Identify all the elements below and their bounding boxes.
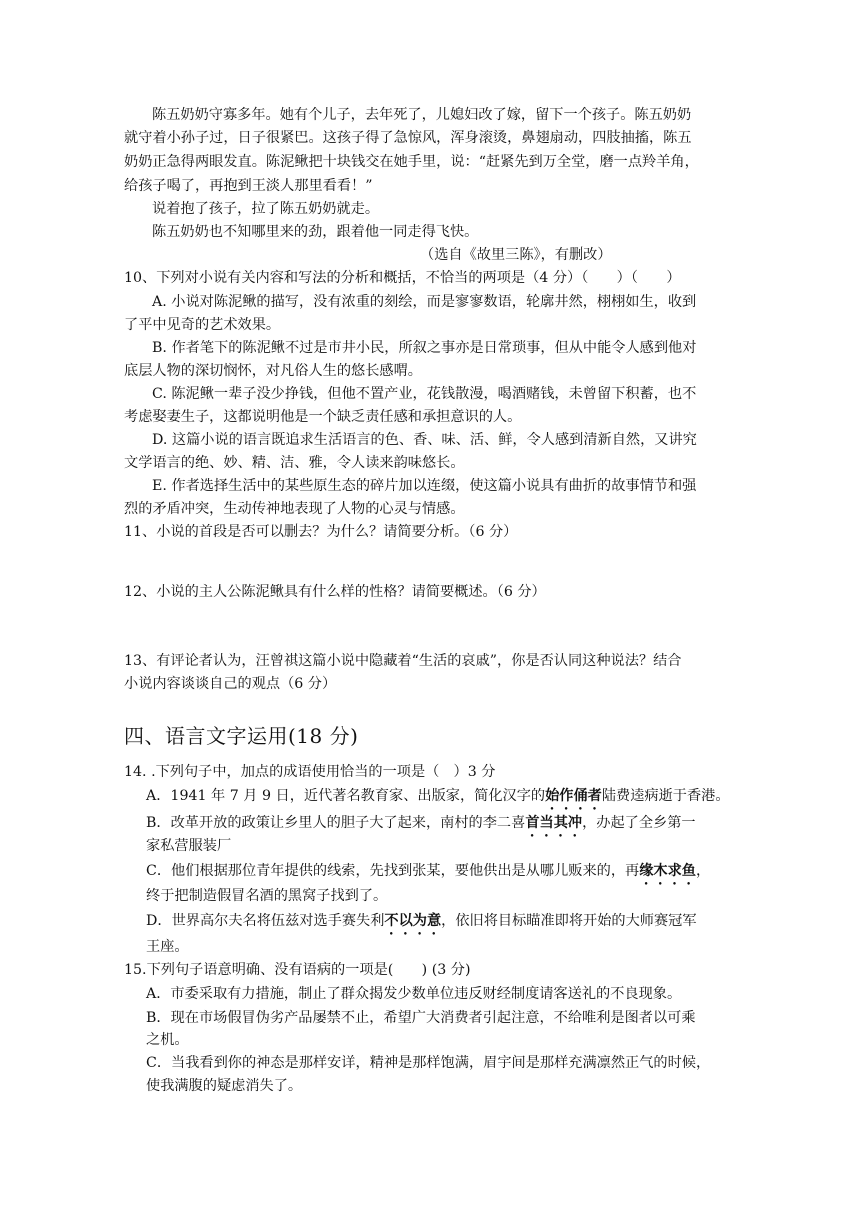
passage-line: 陈五奶奶也不知哪里来的劲，跟着他一同走得飞快。 xyxy=(152,224,479,240)
q15-option-c-cont: 使我满腹的疑虑消失了。 xyxy=(146,1078,303,1094)
passage-line: 说着抱了孩子，拉了陈五奶奶就走。 xyxy=(152,201,380,217)
q14-option-b: B．改革开放的政策让乡里人的胆子大了起来，南村的李二喜首当其冲，办起了全乡第一 xyxy=(146,815,696,831)
passage-source: （选自《故里三陈》，有删改） xyxy=(420,247,612,263)
q13-stem-cont: 小说内容谈谈自己的观点（6 分） xyxy=(124,676,337,692)
q10-option-c: C. 陈泥鳅一辈子没少挣钱，但他不置产业，花钱散漫，喝酒赌钱，未曾留下积蓄，也不 xyxy=(152,386,697,402)
q14-option-c: C．他们根据那位青年提供的线索，先找到张某，要他供出是从哪儿贩来的，再缘木求鱼， xyxy=(146,863,711,879)
q10-stem: 10、下列对小说有关内容和写法的分析和概括，不恰当的两项是（4 分）（ ）（ ） xyxy=(124,270,681,286)
q10-option-a-cont: 了平中见奇的艺术效果。 xyxy=(124,317,281,333)
section-heading: 四、语言文字运用(18 分) xyxy=(124,724,359,748)
q10-option-b: B. 作者笔下的陈泥鳅不过是市井小民，所叙之事亦是日常琐事，但从中能令人感到他对 xyxy=(152,340,697,356)
q10-option-d-cont: 文学语言的绝、妙、精、洁、雅，令人读来韵味悠长。 xyxy=(124,455,465,471)
q10-option-a: A. 小说对陈泥鳅的描写，没有浓重的刻绘，而是寥寥数语，轮廓井然，栩栩如生，收到 xyxy=(152,294,697,310)
dotted-idiom: 始作俑者 xyxy=(545,788,602,804)
q15-option-b-cont: 之机。 xyxy=(146,1032,189,1048)
q15-option-c: C．当我看到你的神态是那样安详，精神是那样饱满，眉宇间是那样充满凛然正气的时候， xyxy=(146,1055,711,1071)
q10-option-b-cont: 底层人物的深切悯怀，对凡俗人生的悠长感喟。 xyxy=(124,363,422,379)
passage-line: 给孩子喝了，再抱到王淡人那里看看！” xyxy=(124,178,373,194)
passage-line: 就守着小孙子过，日子很紧巴。这孩子得了急惊风，浑身滚烫，鼻翅扇动，四肢抽搐，陈五 xyxy=(124,130,692,146)
dotted-idiom: 不以为意 xyxy=(384,913,442,929)
q14-option-d-cont: 王座。 xyxy=(146,939,189,955)
q11-stem: 11、小说的首段是否可以删去？为什么？请简要分析。（6 分） xyxy=(124,524,518,540)
q14-option-a: A．1941 年 7 月 9 日，近代著名教育家、出版家，简化汉字的始作俑者陆费逵病逝于香港。 xyxy=(146,788,730,804)
dotted-idiom: 首当其冲 xyxy=(525,815,583,831)
q14-option-c-cont: 终于把制造假冒名酒的黑窝子找到了。 xyxy=(146,888,388,904)
q14-stem: 14. .下列句子中，加点的成语使用恰当的一项是（ ）3 分 xyxy=(124,764,496,780)
q14-option-d: D．世界高尔夫名将伍兹对选手赛失利不以为意，依旧将目标瞄准即将开始的大师赛冠军 xyxy=(146,913,697,929)
passage-line: 陈五奶奶守寡多年。她有个儿子，去年死了，儿媳妇改了嫁，留下一个孩子。陈五奶奶 xyxy=(152,107,692,123)
q10-option-d: D. 这篇小说的语言既追求生活语言的色、香、味、活、鲜，令人感到清新自然，又讲究 xyxy=(152,432,697,448)
q10-option-c-cont: 考虑娶妻生子，这都说明他是一个缺乏责任感和承担意识的人。 xyxy=(124,409,522,425)
q10-option-e-cont: 烈的矛盾冲突，生动传神地表现了人物的心灵与情感。 xyxy=(124,501,465,517)
q12-stem: 12、小说的主人公陈泥鳅具有什么样的性格？请简要概述。（6 分） xyxy=(124,584,546,600)
q15-option-a: A．市委采取有力措施，制止了群众揭发少数单位违反财经制度请客送礼的不良现象。 xyxy=(146,986,682,1002)
q14-option-b-cont: 家私营服装厂 xyxy=(146,838,232,854)
q13-stem: 13、有评论者认为，汪曾祺这篇小说中隐藏着“生活的哀戚”，你是否认同这种说法？结合 xyxy=(124,653,682,669)
q15-stem: 15.下列句子语意明确、没有语病的一项是( ) (3 分) xyxy=(124,962,471,978)
passage-line: 奶奶正急得两眼发直。陈泥鳅把十块钱交在她手里，说：“赶紧先到万全堂，磨一点羚羊角， xyxy=(124,154,699,170)
q15-option-b: B．现在市场假冒伪劣产品屡禁不止，希望广大消费者引起注意，不给唯利是图者以可乘 xyxy=(146,1010,696,1026)
dotted-idiom: 缘木求鱼 xyxy=(639,863,696,879)
q10-option-e: E. 作者选择生活中的某些原生态的碎片加以连缀，使这篇小说具有曲折的故事情节和强 xyxy=(152,478,697,494)
